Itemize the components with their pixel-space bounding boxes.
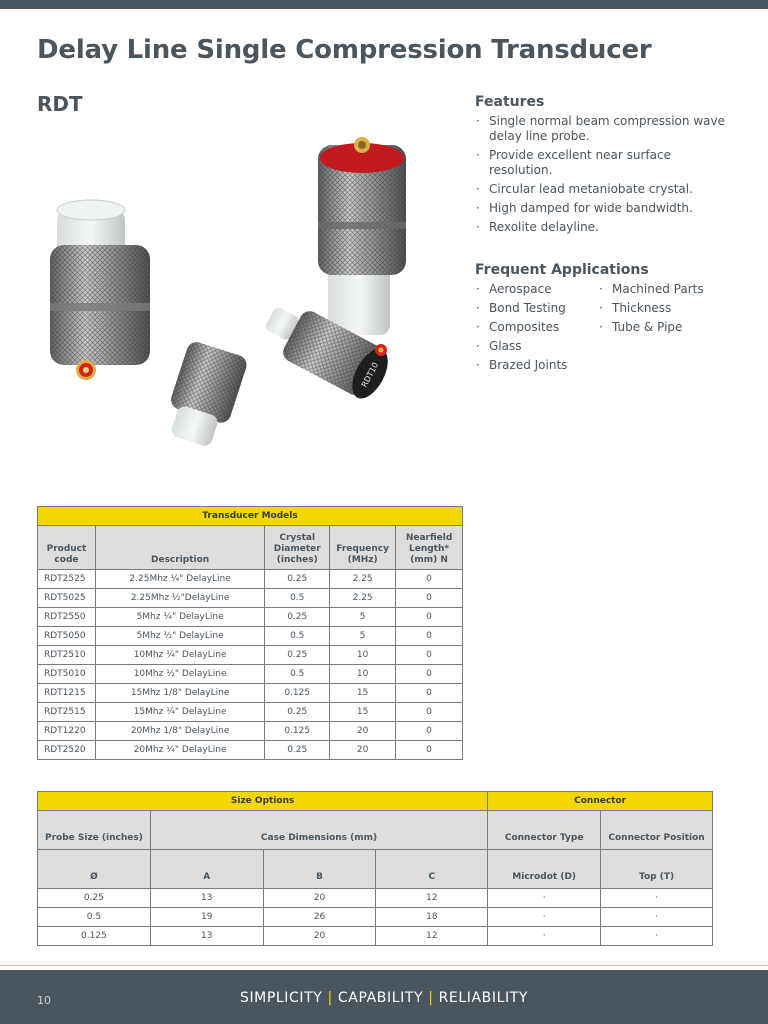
col-header: Probe Size (inches) [38,811,151,850]
table-cell: 0 [396,684,463,703]
top-bar [0,0,768,9]
application-item: · Tube & Pipe [598,320,718,335]
table-cell: 5 [330,627,396,646]
table-cell: 10Mhz ¼" DelayLine [95,646,264,665]
table-cell: 0.125 [265,684,330,703]
table-row [38,684,463,703]
table-cell: · [601,889,713,908]
table-cell: 0.5 [265,627,330,646]
footer-tagline [0,990,768,1006]
table-cell: RDT1220 [38,722,96,741]
table-cell: 2.25Mhz ½"DelayLine [95,589,264,608]
table-cell: · [488,908,601,927]
col-subheader: B [263,850,376,889]
table-cell: 2.25 [330,589,396,608]
table-cell: 5Mhz ¼" DelayLine [95,608,264,627]
table-cell: · [488,889,601,908]
table-cell: 15Mhz ¼" DelayLine [95,703,264,722]
tagline-separator: | [327,990,333,1006]
table-cell: 13 [150,927,263,946]
table-cell: 0 [396,722,463,741]
features-list [475,114,735,235]
table-cell: RDT2510 [38,646,96,665]
table-cell: 0.5 [265,589,330,608]
application-item: · Aerospace [475,282,598,297]
table-cell: RDT5010 [38,665,96,684]
table-cell: RDT2515 [38,703,96,722]
table-row [38,570,463,589]
feature-item: · Circular lead metaniobate crystal. [475,182,735,197]
product-photo [40,130,440,475]
features-section [475,94,735,239]
feature-item: · Rexolite delayline. [475,220,735,235]
tagline-word: RELIABILITY [438,990,529,1006]
tagline-separator: | [428,990,434,1006]
table-cell: RDT2550 [38,608,96,627]
table-cell: 0.125 [265,722,330,741]
col-header: Description [95,526,264,570]
tagline-word: CAPABILITY [337,990,424,1006]
feature-item: · Provide excellent near surface resolution. [475,148,735,178]
table-cell: 12 [376,889,488,908]
col-header: Case Dimensions (mm) [150,811,487,850]
table-cell: 10Mhz ½" DelayLine [95,665,264,684]
application-item: · Composites [475,320,598,335]
table-cell: 0.5 [38,908,151,927]
application-item: · Glass [475,339,598,354]
application-item: · Machined Parts [598,282,718,297]
col-header: Connector Type [488,811,601,850]
table-cell: 19 [150,908,263,927]
table-cell: 0 [396,627,463,646]
table-row [38,889,713,908]
table-row [38,646,463,665]
table-cell: 20 [330,741,396,760]
table-cell: 18 [376,908,488,927]
table-cell: 0.25 [38,889,151,908]
col-header: Frequency (MHz) [330,526,396,570]
col-subheader: A [150,850,263,889]
table-row [38,741,463,760]
probe-center [160,339,249,450]
col-subheader: Ø [38,850,151,889]
size-options-table [37,791,713,946]
table-cell: 5 [330,608,396,627]
table-cell: · [601,908,713,927]
table-cell: 20Mhz ¼" DelayLine [95,741,264,760]
size-options-group: Size Options [38,792,488,811]
table-cell: 0.25 [265,646,330,665]
table-cell: RDT2525 [38,570,96,589]
model-code: RDT [37,92,83,116]
table-cell: 5Mhz ½" DelayLine [95,627,264,646]
table-cell: 2.25Mhz ¼" DelayLine [95,570,264,589]
footer-accent-line [0,965,768,966]
col-subheader: Top (T) [601,850,713,889]
table-cell: 15Mhz 1/8" DelayLine [95,684,264,703]
table-cell: 20Mhz 1/8" DelayLine [95,722,264,741]
application-item: · Thickness [598,301,718,316]
table-cell: 13 [150,889,263,908]
table-cell: 0 [396,741,463,760]
applications-heading: Frequent Applications [475,262,649,278]
table-cell: 26 [263,908,376,927]
table-cell: 20 [263,927,376,946]
application-item: · Bond Testing [475,301,598,316]
col-subheader: C [376,850,488,889]
table-cell: 20 [330,722,396,741]
table-cell: RDT2520 [38,741,96,760]
table-cell: 0.25 [265,570,330,589]
table-row [38,589,463,608]
probe-right [318,137,406,335]
table-row [38,608,463,627]
col-header: Product code [38,526,96,570]
probe-left [50,200,150,380]
table-cell: 12 [376,927,488,946]
col-header: Connector Position [601,811,713,850]
table-cell: 2.25 [330,570,396,589]
col-header: Crystal Diameter (inches) [265,526,330,570]
table-cell: 0 [396,665,463,684]
table-row [38,908,713,927]
table-row [38,665,463,684]
applications-list-right [598,282,718,377]
table-cell: 0.25 [265,741,330,760]
table-row [38,927,713,946]
models-table-title: Transducer Models [38,507,463,526]
features-heading: Features [475,94,545,110]
table-cell: RDT5025 [38,589,96,608]
table-cell: 0.25 [265,608,330,627]
table-cell: 20 [263,889,376,908]
table-cell: 10 [330,665,396,684]
table-row [38,722,463,741]
page-title: Delay Line Single Compression Transducer [37,35,652,65]
transducer-models-table [37,506,463,760]
table-cell: · [488,927,601,946]
table-cell: 0.25 [265,703,330,722]
table-cell: 10 [330,646,396,665]
table-cell: 0.5 [265,665,330,684]
application-item: · Brazed Joints [475,358,598,373]
connector-group: Connector [488,792,713,811]
table-cell: 0 [396,703,463,722]
table-cell: 15 [330,703,396,722]
table-cell: 15 [330,684,396,703]
probe-label-text: RDT10 [359,360,381,389]
table-cell: RDT5050 [38,627,96,646]
feature-item: · Single normal beam compression wave delay line probe. [475,114,735,144]
table-row [38,627,463,646]
table-row [38,703,463,722]
table-cell: · [601,927,713,946]
table-cell: 0.125 [38,927,151,946]
col-subheader: Microdot (D) [488,850,601,889]
table-cell: 0 [396,608,463,627]
table-cell: 0 [396,646,463,665]
table-cell: RDT1215 [38,684,96,703]
applications-list-left [475,282,598,377]
feature-item: · High damped for wide bandwidth. [475,201,735,216]
tagline-word: SIMPLICITY [239,990,323,1006]
table-cell: 0 [396,570,463,589]
col-header: Nearfield Length* (mm) N [396,526,463,570]
page-number: 10 [37,994,51,1007]
applications-section [475,262,735,377]
table-cell: 0 [396,589,463,608]
